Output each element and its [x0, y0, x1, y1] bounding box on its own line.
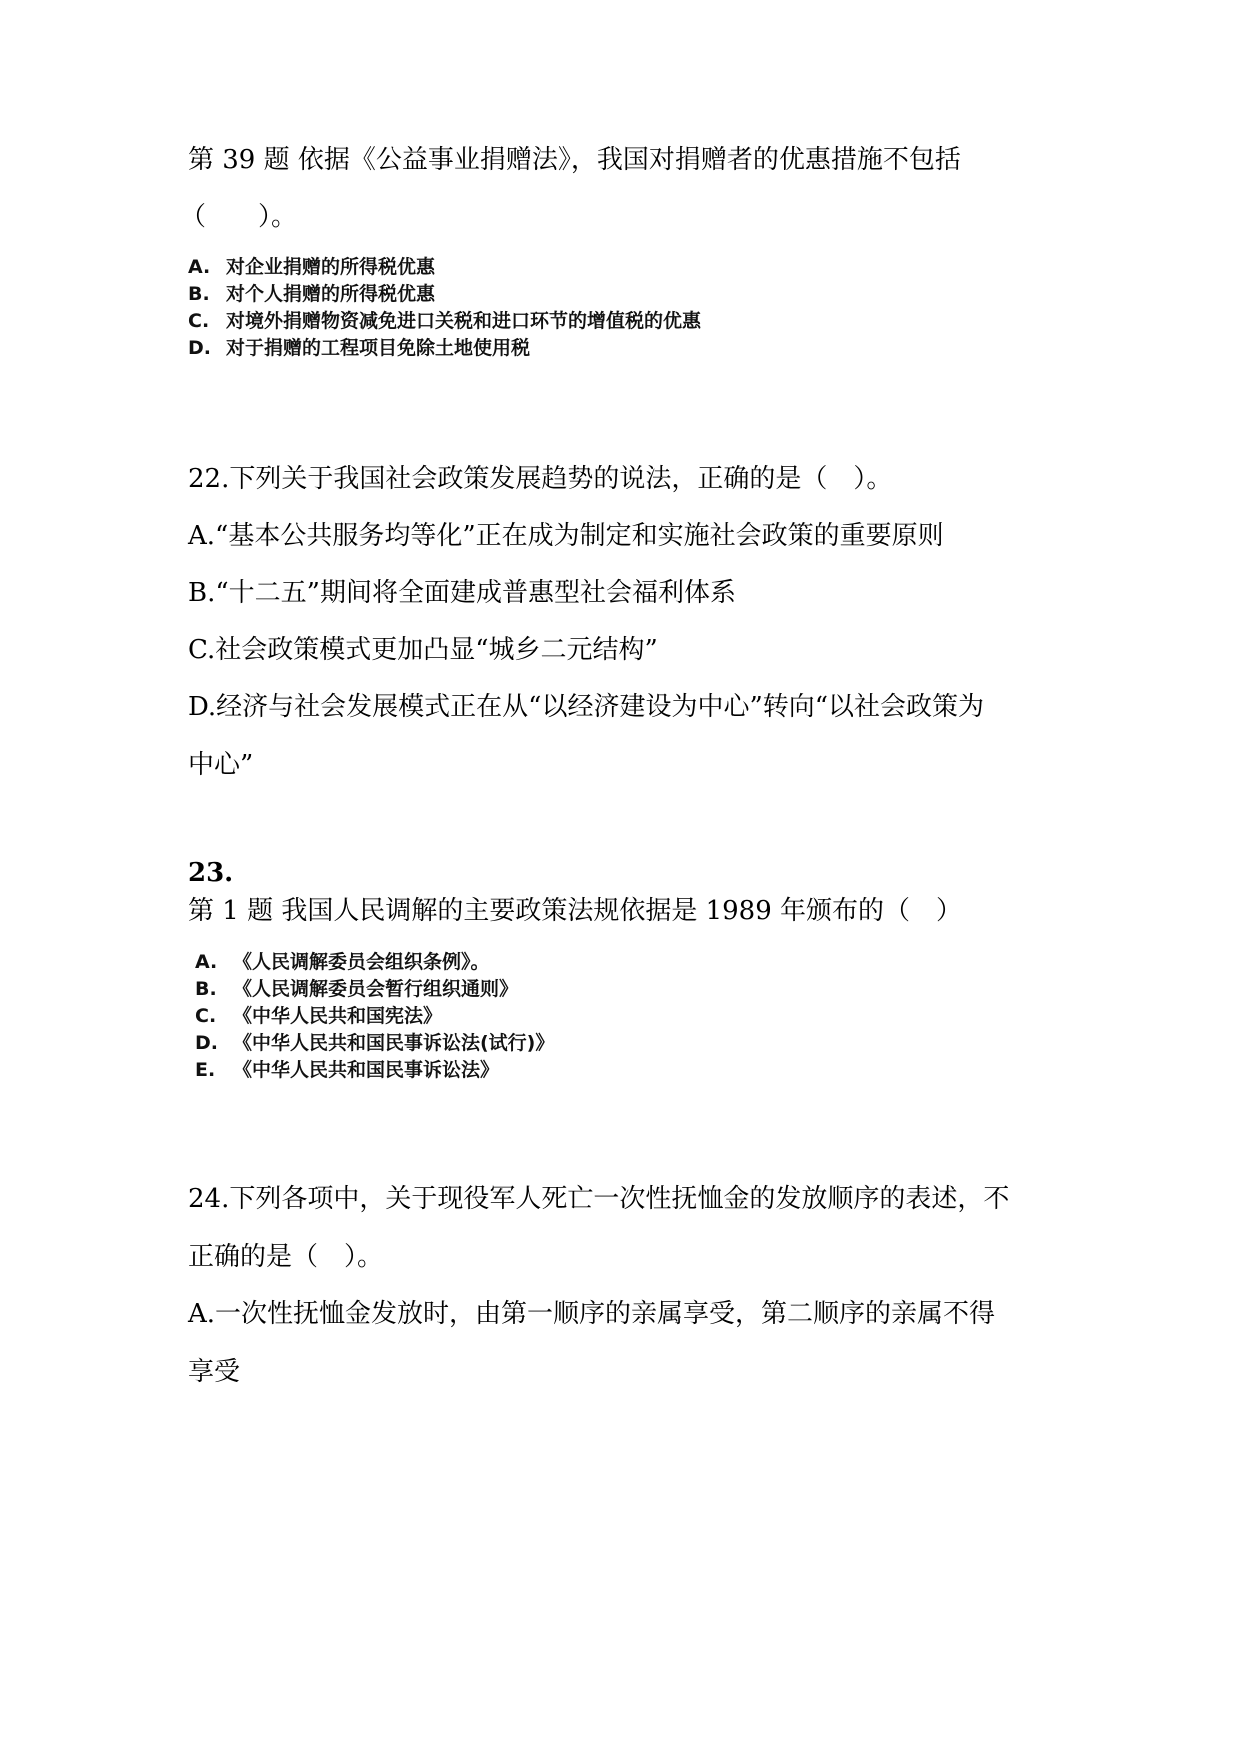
q22-option-d: D.经济与社会发展模式正在从“以经济建设为中心”转向“以社会政策为 — [188, 692, 985, 722]
q22-option-a: A.“基本公共服务均等化”正在成为制定和实施社会政策的重要原则 — [188, 521, 944, 551]
q22-option-b: B.“十二五”期间将全面建成普惠型社会福利体系 — [188, 578, 736, 608]
q39-option-b: B. 对个人捐赠的所得税优惠 — [188, 283, 436, 305]
q39-option-c: C. 对境外捐赠物资减免进口关税和进口环节的增值税的优惠 — [188, 310, 702, 332]
q39-stem-line2: （ ）。 — [180, 202, 298, 232]
q39-stem-line1: 第 39 题 依据《公益事业捐赠法》，我国对捐赠者的优惠措施不包括 — [188, 145, 961, 175]
q23-option-b: B. 《人民调解委员会暂行组织通则》 — [195, 978, 519, 1000]
q23-option-e: E. 《中华人民共和国民事诉讼法》 — [195, 1059, 500, 1081]
q23-option-a: A. 《人民调解委员会组织条例》。 — [195, 951, 490, 973]
q23-stem: 第 1 题 我国人民调解的主要政策法规依据是 1989 年颁布的（ ） — [188, 896, 963, 926]
q39-option-d: D. 对于捐赠的工程项目免除土地使用税 — [188, 337, 531, 359]
q24-stem-line2: 正确的是（ ）。 — [188, 1242, 384, 1272]
q23-option-d: D. 《中华人民共和国民事诉讼法(试行)》 — [195, 1032, 555, 1054]
q39-option-a: A. 对企业捐赠的所得税优惠 — [188, 256, 436, 278]
q24-option-a-line1: A.一次性抚恤金发放时，由第一顺序的亲属享受，第二顺序的亲属不得 — [188, 1299, 996, 1329]
q24-option-a-line2: 享受 — [188, 1357, 241, 1387]
q22-option-d-continued: 中心” — [188, 750, 254, 780]
q22-option-c: C.社会政策模式更加凸显“城乡二元结构” — [188, 635, 658, 665]
q23-option-c: C. 《中华人民共和国宪法》 — [195, 1005, 443, 1027]
q22-stem: 22.下列关于我国社会政策发展趋势的说法，正确的是（ ）。 — [188, 464, 893, 494]
q23-number: 23. — [188, 858, 234, 888]
q24-stem-line1: 24.下列各项中，关于现役军人死亡一次性抚恤金的发放顺序的表述，不 — [188, 1184, 1010, 1214]
